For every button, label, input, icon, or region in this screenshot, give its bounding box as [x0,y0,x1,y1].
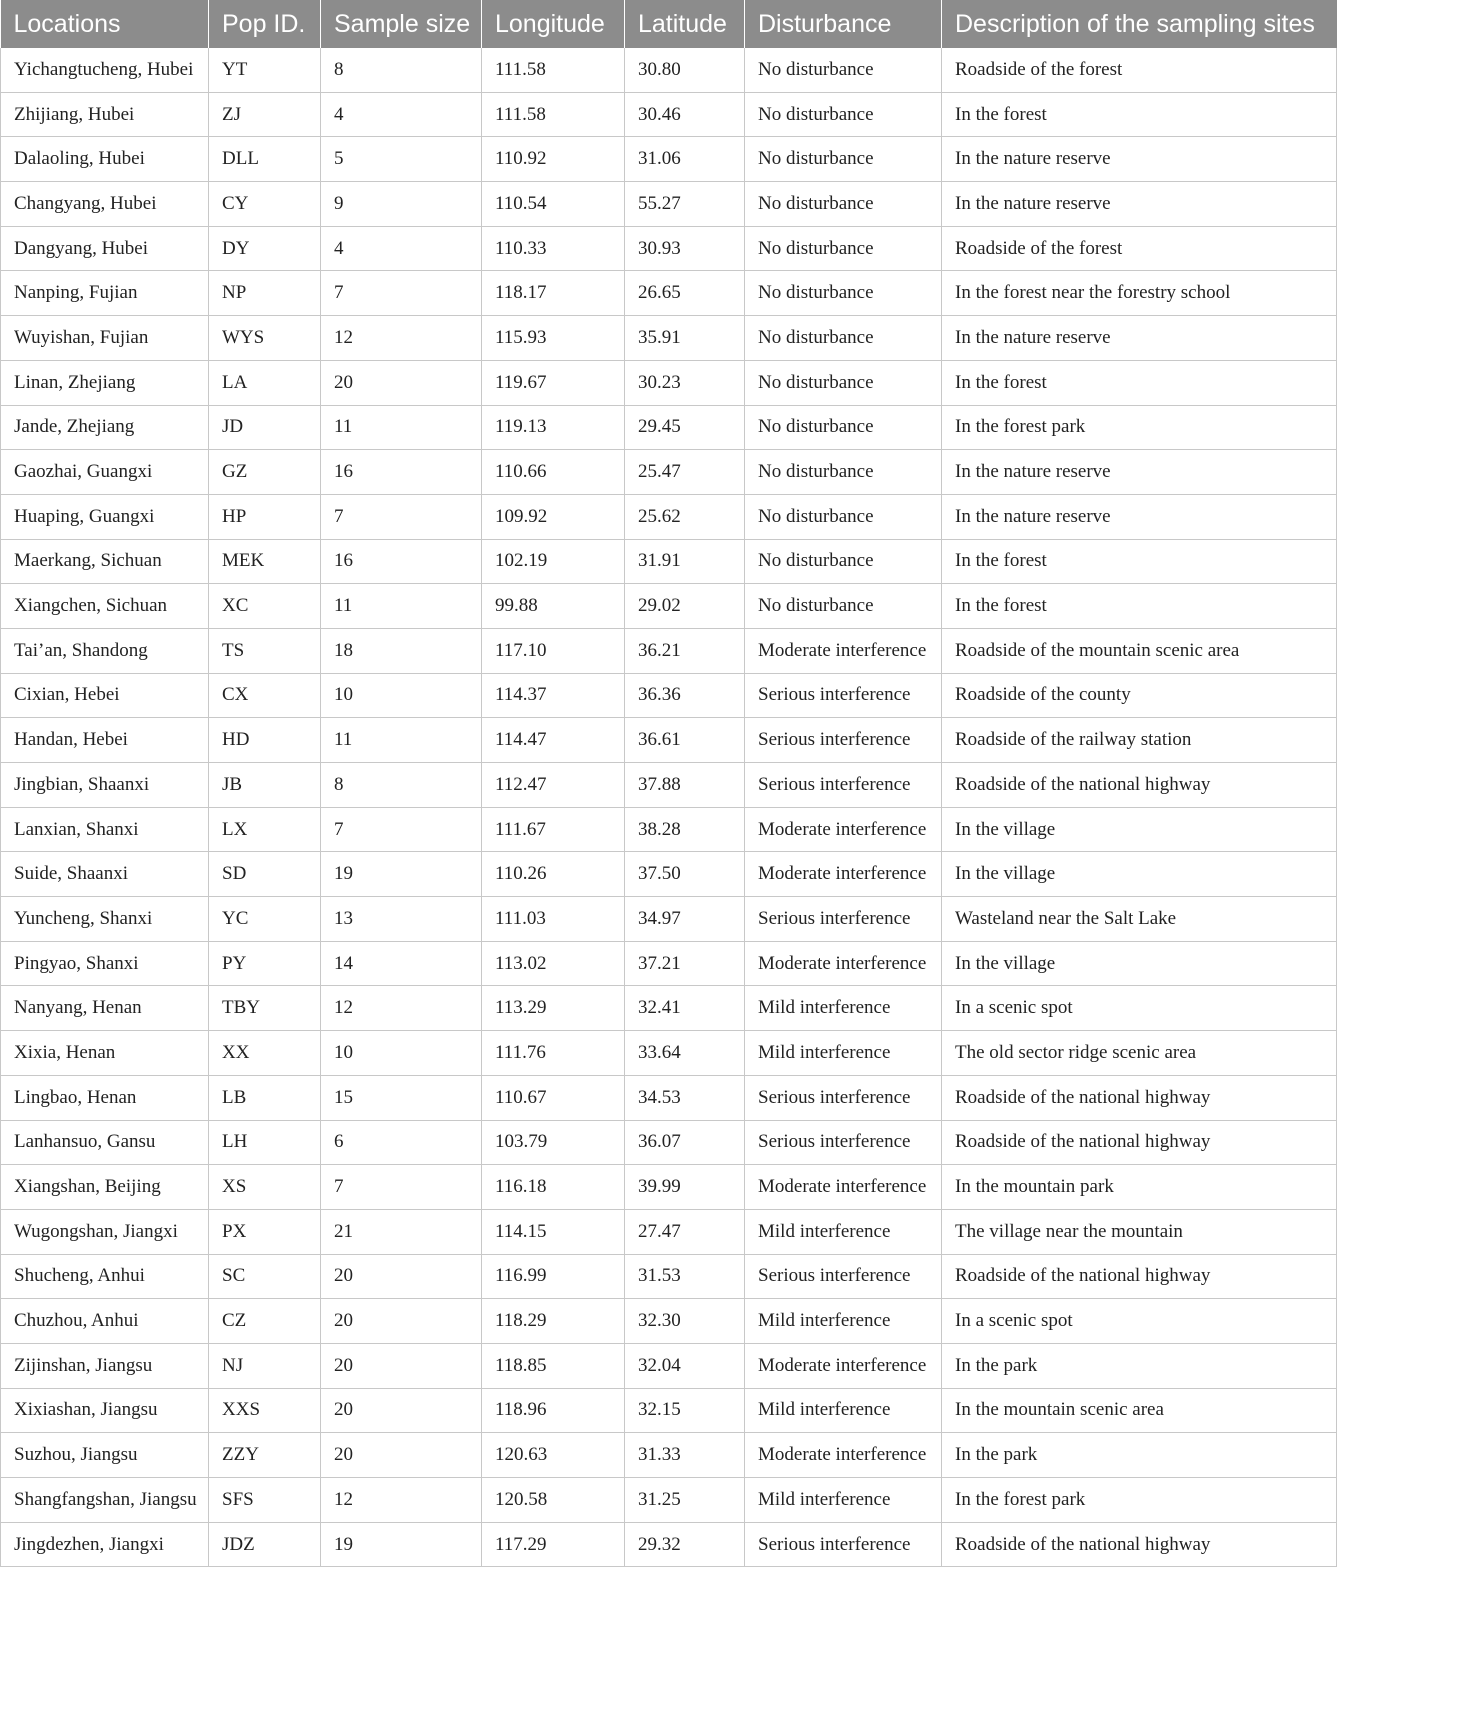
cell-latitude: 36.36 [625,673,745,718]
cell-latitude: 34.53 [625,1075,745,1120]
cell-sample-size: 20 [321,1433,482,1478]
table-row [1,584,1337,629]
cell-latitude: 31.53 [625,1254,745,1299]
cell-pop-id: JDZ [209,1522,321,1567]
cell-description: In the forest [942,539,1337,584]
cell-sample-size: 20 [321,1388,482,1433]
cell-pop-id: DY [209,226,321,271]
table-row [1,628,1337,673]
cell-longitude: 110.92 [482,137,625,182]
table-row [1,137,1337,182]
cell-location: Jingdezhen, Jiangxi [1,1522,209,1567]
cell-sample-size: 12 [321,1478,482,1523]
cell-description: In the mountain scenic area [942,1388,1337,1433]
cell-location: Lanxian, Shanxi [1,807,209,852]
cell-latitude: 32.30 [625,1299,745,1344]
cell-pop-id: LA [209,360,321,405]
cell-description: In the forest near the forestry school [942,271,1337,316]
cell-sample-size: 12 [321,316,482,361]
cell-longitude: 118.17 [482,271,625,316]
cell-latitude: 30.93 [625,226,745,271]
cell-description: In the park [942,1343,1337,1388]
cell-longitude: 119.13 [482,405,625,450]
cell-description: In the forest [942,92,1337,137]
table-row [1,360,1337,405]
cell-longitude: 111.58 [482,92,625,137]
cell-sample-size: 19 [321,1522,482,1567]
header-longitude: Longitude [482,0,625,48]
cell-sample-size: 4 [321,92,482,137]
cell-disturbance: Moderate interference [745,941,942,986]
cell-sample-size: 7 [321,271,482,316]
cell-location: Lingbao, Henan [1,1075,209,1120]
cell-location: Linan, Zhejiang [1,360,209,405]
table-row [1,897,1337,942]
cell-sample-size: 7 [321,494,482,539]
cell-disturbance: No disturbance [745,405,942,450]
cell-latitude: 33.64 [625,1031,745,1076]
cell-sample-size: 11 [321,405,482,450]
cell-sample-size: 8 [321,763,482,808]
cell-description: Roadside of the national highway [942,1254,1337,1299]
cell-pop-id: YT [209,48,321,92]
table-row [1,852,1337,897]
cell-sample-size: 7 [321,1165,482,1210]
cell-pop-id: CY [209,182,321,227]
cell-location: Shucheng, Anhui [1,1254,209,1299]
cell-sample-size: 20 [321,1254,482,1299]
cell-location: Wugongshan, Jiangxi [1,1209,209,1254]
cell-sample-size: 7 [321,807,482,852]
cell-pop-id: CZ [209,1299,321,1344]
cell-longitude: 118.96 [482,1388,625,1433]
cell-latitude: 30.23 [625,360,745,405]
cell-longitude: 114.47 [482,718,625,763]
cell-longitude: 111.76 [482,1031,625,1076]
cell-location: Nanyang, Henan [1,986,209,1031]
cell-location: Lanhansuo, Gansu [1,1120,209,1165]
cell-description: Roadside of the mountain scenic area [942,628,1337,673]
cell-longitude: 110.67 [482,1075,625,1120]
cell-latitude: 55.27 [625,182,745,227]
cell-disturbance: Mild interference [745,1209,942,1254]
cell-disturbance: Mild interference [745,1478,942,1523]
table-row [1,92,1337,137]
cell-disturbance: No disturbance [745,539,942,584]
cell-sample-size: 10 [321,1031,482,1076]
cell-disturbance: Serious interference [745,718,942,763]
cell-disturbance: No disturbance [745,182,942,227]
cell-description: Roadside of the railway station [942,718,1337,763]
cell-location: Zhijiang, Hubei [1,92,209,137]
cell-latitude: 31.06 [625,137,745,182]
table-row [1,673,1337,718]
cell-location: Xiangshan, Beijing [1,1165,209,1210]
cell-location: Jingbian, Shaanxi [1,763,209,808]
cell-pop-id: YC [209,897,321,942]
header-latitude: Latitude [625,0,745,48]
cell-pop-id: DLL [209,137,321,182]
cell-longitude: 115.93 [482,316,625,361]
table-row [1,405,1337,450]
cell-longitude: 120.63 [482,1433,625,1478]
cell-longitude: 117.29 [482,1522,625,1567]
cell-latitude: 34.97 [625,897,745,942]
cell-longitude: 103.79 [482,1120,625,1165]
cell-pop-id: SD [209,852,321,897]
cell-disturbance: No disturbance [745,316,942,361]
cell-pop-id: HD [209,718,321,763]
cell-pop-id: LB [209,1075,321,1120]
cell-description: Wasteland near the Salt Lake [942,897,1337,942]
cell-location: Wuyishan, Fujian [1,316,209,361]
cell-disturbance: Mild interference [745,1031,942,1076]
cell-longitude: 102.19 [482,539,625,584]
cell-disturbance: Serious interference [745,1522,942,1567]
table-row [1,494,1337,539]
cell-latitude: 37.88 [625,763,745,808]
cell-longitude: 116.99 [482,1254,625,1299]
cell-disturbance: No disturbance [745,360,942,405]
cell-disturbance: Serious interference [745,897,942,942]
cell-description: In the nature reserve [942,182,1337,227]
table-row [1,1120,1337,1165]
cell-pop-id: CX [209,673,321,718]
cell-description: Roadside of the national highway [942,1075,1337,1120]
table-row [1,1522,1337,1567]
cell-pop-id: SC [209,1254,321,1299]
cell-longitude: 114.37 [482,673,625,718]
header-pop-id: Pop ID. [209,0,321,48]
cell-latitude: 32.41 [625,986,745,1031]
cell-location: Cixian, Hebei [1,673,209,718]
cell-pop-id: TBY [209,986,321,1031]
cell-location: Nanping, Fujian [1,271,209,316]
cell-location: Yuncheng, Shanxi [1,897,209,942]
cell-disturbance: Mild interference [745,1299,942,1344]
table-row [1,316,1337,361]
cell-disturbance: No disturbance [745,48,942,92]
cell-description: Roadside of the national highway [942,763,1337,808]
cell-longitude: 120.58 [482,1478,625,1523]
cell-location: Dangyang, Hubei [1,226,209,271]
cell-longitude: 99.88 [482,584,625,629]
table-row [1,1031,1337,1076]
cell-sample-size: 19 [321,852,482,897]
cell-longitude: 113.29 [482,986,625,1031]
cell-latitude: 37.50 [625,852,745,897]
cell-pop-id: ZZY [209,1433,321,1478]
cell-disturbance: Serious interference [745,763,942,808]
cell-location: Handan, Hebei [1,718,209,763]
cell-disturbance: Moderate interference [745,852,942,897]
cell-description: Roadside of the national highway [942,1120,1337,1165]
header-sample-size: Sample size [321,0,482,48]
cell-latitude: 25.62 [625,494,745,539]
cell-latitude: 36.61 [625,718,745,763]
cell-pop-id: HP [209,494,321,539]
cell-location: Suzhou, Jiangsu [1,1433,209,1478]
cell-pop-id: TS [209,628,321,673]
cell-disturbance: Moderate interference [745,1343,942,1388]
cell-pop-id: GZ [209,450,321,495]
cell-longitude: 118.85 [482,1343,625,1388]
cell-latitude: 38.28 [625,807,745,852]
cell-disturbance: Moderate interference [745,1165,942,1210]
cell-latitude: 31.91 [625,539,745,584]
cell-sample-size: 12 [321,986,482,1031]
table-row [1,450,1337,495]
cell-description: Roadside of the forest [942,226,1337,271]
cell-description: Roadside of the county [942,673,1337,718]
cell-description: Roadside of the forest [942,48,1337,92]
cell-disturbance: Serious interference [745,1075,942,1120]
cell-description: Roadside of the national highway [942,1522,1337,1567]
cell-sample-size: 15 [321,1075,482,1120]
cell-latitude: 29.32 [625,1522,745,1567]
header-locations: Locations [1,0,209,48]
cell-sample-size: 14 [321,941,482,986]
cell-disturbance: Serious interference [745,1120,942,1165]
cell-disturbance: No disturbance [745,137,942,182]
cell-description: In the forest park [942,1478,1337,1523]
table-row [1,941,1337,986]
cell-sample-size: 10 [321,673,482,718]
cell-longitude: 110.54 [482,182,625,227]
cell-pop-id: XS [209,1165,321,1210]
cell-pop-id: NP [209,271,321,316]
cell-sample-size: 21 [321,1209,482,1254]
cell-disturbance: No disturbance [745,271,942,316]
cell-sample-size: 5 [321,137,482,182]
cell-disturbance: Serious interference [745,673,942,718]
cell-description: In a scenic spot [942,986,1337,1031]
cell-longitude: 110.33 [482,226,625,271]
cell-longitude: 112.47 [482,763,625,808]
cell-pop-id: ZJ [209,92,321,137]
table-row [1,1254,1337,1299]
cell-description: In the mountain park [942,1165,1337,1210]
cell-disturbance: Mild interference [745,1388,942,1433]
cell-longitude: 118.29 [482,1299,625,1344]
cell-latitude: 27.47 [625,1209,745,1254]
cell-description: In the nature reserve [942,494,1337,539]
cell-location: Zijinshan, Jiangsu [1,1343,209,1388]
cell-latitude: 29.02 [625,584,745,629]
cell-disturbance: No disturbance [745,450,942,495]
cell-location: Pingyao, Shanxi [1,941,209,986]
cell-disturbance: Serious interference [745,1254,942,1299]
cell-longitude: 111.58 [482,48,625,92]
cell-sample-size: 16 [321,450,482,495]
cell-latitude: 36.07 [625,1120,745,1165]
cell-latitude: 26.65 [625,271,745,316]
cell-disturbance: No disturbance [745,226,942,271]
cell-pop-id: MEK [209,539,321,584]
cell-description: In the village [942,941,1337,986]
table-row [1,1478,1337,1523]
cell-pop-id: XX [209,1031,321,1076]
cell-sample-size: 9 [321,182,482,227]
cell-latitude: 32.15 [625,1388,745,1433]
table-row [1,986,1337,1031]
header-description: Description of the sampling sites [942,0,1337,48]
cell-longitude: 111.03 [482,897,625,942]
cell-pop-id: JD [209,405,321,450]
table-row [1,763,1337,808]
cell-pop-id: XXS [209,1388,321,1433]
cell-latitude: 30.46 [625,92,745,137]
cell-sample-size: 6 [321,1120,482,1165]
cell-sample-size: 13 [321,897,482,942]
cell-description: In the forest park [942,405,1337,450]
cell-longitude: 111.67 [482,807,625,852]
cell-pop-id: XC [209,584,321,629]
table-row [1,48,1337,92]
table-row [1,182,1337,227]
cell-latitude: 29.45 [625,405,745,450]
cell-sample-size: 4 [321,226,482,271]
cell-location: Chuzhou, Anhui [1,1299,209,1344]
table-row [1,1075,1337,1120]
cell-sample-size: 20 [321,1299,482,1344]
cell-pop-id: PY [209,941,321,986]
table-row [1,539,1337,584]
cell-latitude: 31.33 [625,1433,745,1478]
table-row [1,807,1337,852]
table-row [1,1388,1337,1433]
cell-disturbance: No disturbance [745,92,942,137]
table-row [1,1433,1337,1478]
header-disturbance: Disturbance [745,0,942,48]
cell-longitude: 117.10 [482,628,625,673]
cell-description: In a scenic spot [942,1299,1337,1344]
cell-pop-id: LX [209,807,321,852]
cell-longitude: 110.66 [482,450,625,495]
cell-disturbance: Moderate interference [745,628,942,673]
cell-disturbance: Moderate interference [745,807,942,852]
cell-disturbance: Mild interference [745,986,942,1031]
cell-latitude: 32.04 [625,1343,745,1388]
cell-location: Xixia, Henan [1,1031,209,1076]
cell-location: Gaozhai, Guangxi [1,450,209,495]
cell-location: Xixiashan, Jiangsu [1,1388,209,1433]
cell-latitude: 35.91 [625,316,745,361]
cell-location: Maerkang, Sichuan [1,539,209,584]
cell-location: Changyang, Hubei [1,182,209,227]
cell-description: In the village [942,807,1337,852]
table-header [1,0,1337,48]
cell-sample-size: 16 [321,539,482,584]
cell-location: Jande, Zhejiang [1,405,209,450]
cell-description: In the forest [942,584,1337,629]
cell-location: Yichangtucheng, Hubei [1,48,209,92]
cell-latitude: 36.21 [625,628,745,673]
table-row [1,718,1337,763]
cell-sample-size: 11 [321,584,482,629]
cell-sample-size: 8 [321,48,482,92]
cell-description: In the nature reserve [942,450,1337,495]
cell-longitude: 119.67 [482,360,625,405]
cell-location: Shangfangshan, Jiangsu [1,1478,209,1523]
cell-description: The old sector ridge scenic area [942,1031,1337,1076]
cell-disturbance: No disturbance [745,584,942,629]
cell-longitude: 110.26 [482,852,625,897]
table-row [1,1343,1337,1388]
cell-description: The village near the mountain [942,1209,1337,1254]
cell-sample-size: 18 [321,628,482,673]
cell-latitude: 25.47 [625,450,745,495]
cell-pop-id: NJ [209,1343,321,1388]
cell-longitude: 116.18 [482,1165,625,1210]
cell-description: In the nature reserve [942,137,1337,182]
cell-description: In the nature reserve [942,316,1337,361]
cell-description: In the park [942,1433,1337,1478]
cell-latitude: 39.99 [625,1165,745,1210]
cell-location: Huaping, Guangxi [1,494,209,539]
cell-pop-id: PX [209,1209,321,1254]
cell-location: Dalaoling, Hubei [1,137,209,182]
cell-location: Tai’an, Shandong [1,628,209,673]
cell-longitude: 113.02 [482,941,625,986]
cell-longitude: 114.15 [482,1209,625,1254]
cell-disturbance: Moderate interference [745,1433,942,1478]
cell-latitude: 37.21 [625,941,745,986]
table-body [1,48,1337,1567]
cell-disturbance: No disturbance [745,494,942,539]
cell-pop-id: JB [209,763,321,808]
table-row [1,1299,1337,1344]
cell-sample-size: 20 [321,1343,482,1388]
cell-longitude: 109.92 [482,494,625,539]
cell-latitude: 31.25 [625,1478,745,1523]
cell-pop-id: WYS [209,316,321,361]
cell-pop-id: LH [209,1120,321,1165]
table-row [1,1209,1337,1254]
cell-sample-size: 11 [321,718,482,763]
cell-description: In the forest [942,360,1337,405]
cell-pop-id: SFS [209,1478,321,1523]
cell-location: Suide, Shaanxi [1,852,209,897]
cell-latitude: 30.80 [625,48,745,92]
cell-sample-size: 20 [321,360,482,405]
table-row [1,226,1337,271]
header-row [1,0,1337,48]
cell-location: Xiangchen, Sichuan [1,584,209,629]
cell-description: In the village [942,852,1337,897]
table-row [1,271,1337,316]
table-row [1,1165,1337,1210]
